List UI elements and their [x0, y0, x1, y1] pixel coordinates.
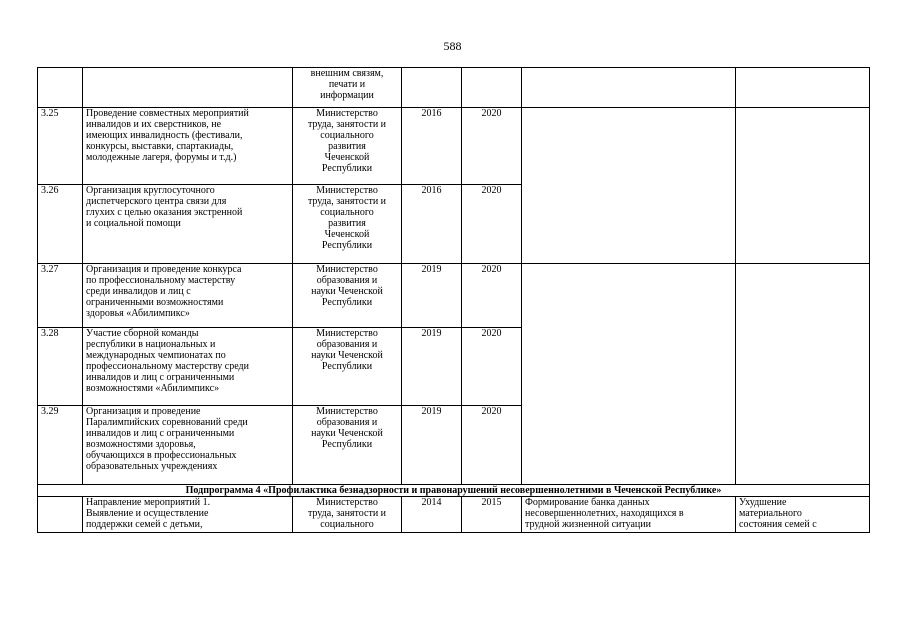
start-year: 2019: [402, 264, 462, 328]
table-row: [38, 264, 870, 328]
consequence: Ухудшение материального состояния семей с: [736, 497, 870, 533]
row-number: 3.25: [38, 108, 83, 185]
page-number: 588: [443, 39, 462, 53]
expected-result: Формирование банка данных несовершеннолетних, находящихся в трудной жизненной ситуации: [522, 497, 736, 533]
end-year: 2020: [462, 108, 522, 185]
executor: Министерство труда, занятости и социального: [293, 497, 402, 533]
subprogram-heading-row: [38, 485, 870, 497]
table-row: [38, 68, 870, 108]
executor: внешним связям, печати и информации: [293, 68, 402, 108]
row-number: 3.26: [38, 185, 83, 264]
row-number: [38, 68, 83, 108]
row-number: 3.29: [38, 406, 83, 485]
start-year: [402, 68, 462, 108]
start-year: 2016: [402, 108, 462, 185]
end-year: 2020: [462, 264, 522, 328]
measures-table: [37, 67, 870, 533]
measure-name: Организация круглосуточного диспетчерского центра связи для глухих с целью оказания экстренной и социальной помощи: [83, 185, 293, 264]
expected-result: [522, 68, 736, 108]
expected-result: [522, 108, 736, 264]
expected-result: [522, 264, 736, 485]
executor: Министерство труда, занятости и социального развития Чеченской Республики: [293, 108, 402, 185]
executor: Министерство образования и науки Чеченской Республики: [293, 328, 402, 406]
start-year: 2014: [402, 497, 462, 533]
end-year: 2020: [462, 185, 522, 264]
measure-name: Направление мероприятий 1. Выявление и осуществление поддержки семей с детьми,: [83, 497, 293, 533]
consequence: [736, 68, 870, 108]
end-year: [462, 68, 522, 108]
measure-name: Организация и проведение Паралимпийских соревнований среди инвалидов и лиц с ограниченными возможностями здоровья, обучающихся в профессиональных образовательных учреждениях: [83, 406, 293, 485]
measure-name: Организация и проведение конкурса по профессиональному мастерству среди инвалидов и лиц с ограниченными возможностями здоровья «Абилимпикс»: [83, 264, 293, 328]
measure-name: [83, 68, 293, 108]
start-year: 2016: [402, 185, 462, 264]
consequence: [736, 264, 870, 485]
executor: Министерство образования и науки Чеченской Республики: [293, 264, 402, 328]
end-year: 2020: [462, 328, 522, 406]
consequence: [736, 108, 870, 264]
end-year: 2020: [462, 406, 522, 485]
table-row: [38, 108, 870, 185]
row-number: 3.28: [38, 328, 83, 406]
subprogram-heading: Подпрограмма 4 «Профилактика безнадзорности и правонарушений несовершеннолетними в Чеченской Республике»: [38, 485, 870, 497]
start-year: 2019: [402, 406, 462, 485]
executor: Министерство образования и науки Чеченской Республики: [293, 406, 402, 485]
measure-name: Участие сборной команды республики в национальных и международных чемпионатах по профессиональному мастерству среди инвалидов и лиц с ограниченными возможностями «Абилимпикс»: [83, 328, 293, 406]
end-year: 2015: [462, 497, 522, 533]
table-row: [38, 497, 870, 533]
row-number: 3.27: [38, 264, 83, 328]
row-number: [38, 497, 83, 533]
measure-name: Проведение совместных мероприятий инвалидов и их сверстников, не имеющих инвалидность (фестивали, конкурсы, выставки, спартакиады, молодежные лагеря, форумы и т.д.): [83, 108, 293, 185]
executor: Министерство труда, занятости и социального развития Чеченской Республики: [293, 185, 402, 264]
start-year: 2019: [402, 328, 462, 406]
